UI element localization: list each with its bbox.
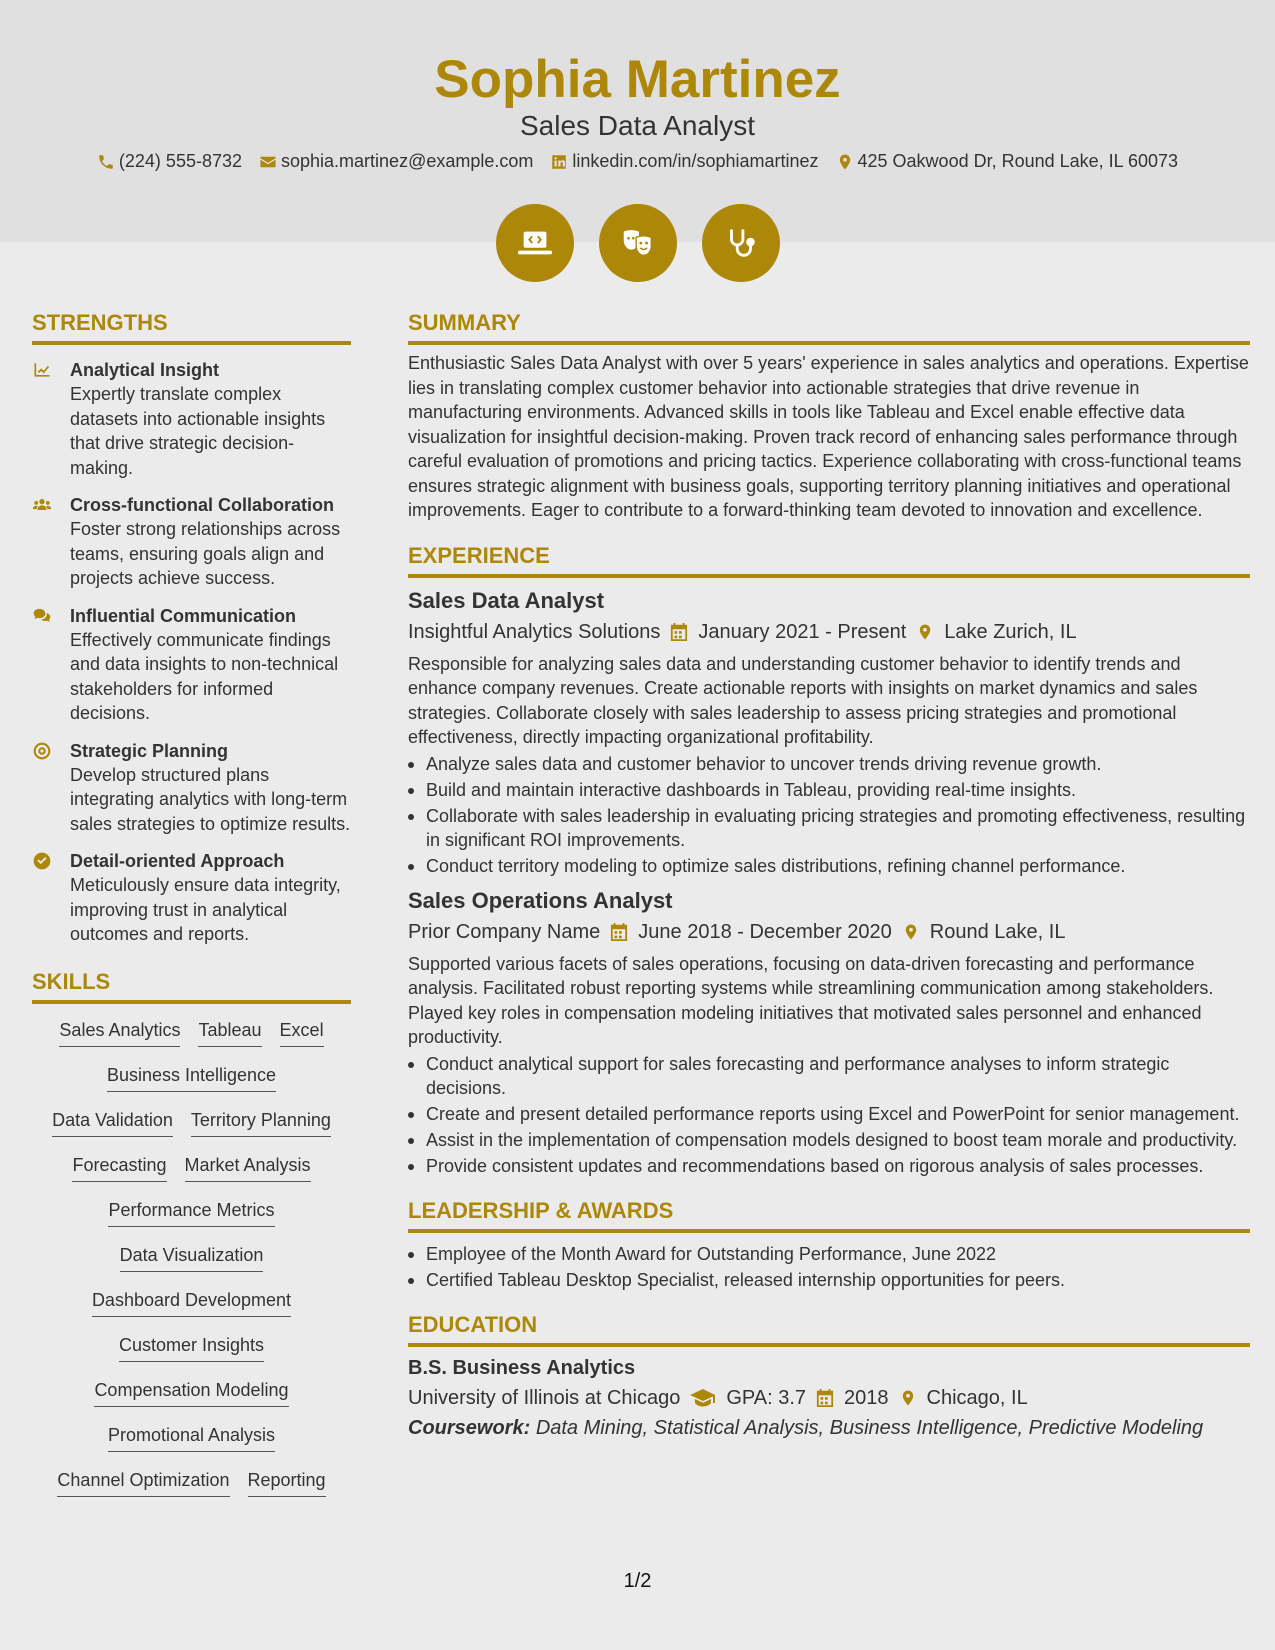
skill-tag: Sales Analytics [59, 1018, 180, 1047]
calendar-icon [610, 922, 628, 942]
list-item: Analyze sales data and customer behavior to uncover trends driving revenue growth. [408, 752, 1250, 776]
page-number: 1/2 [623, 1570, 652, 1592]
candidate-name: Sophia Martinez [434, 50, 841, 109]
leadership-heading: LEADERSHIP & AWARDS [408, 1196, 1250, 1233]
job-bullets [408, 752, 1250, 878]
strength-item [32, 358, 351, 480]
strength-title: Detail-oriented Approach [70, 851, 285, 871]
strength-desc: Develop structured plans integrating analytics with long-term sales strategies to optimize results. [70, 764, 351, 834]
job-company: Insightful Analytics Solutions [408, 620, 661, 643]
job-dates: June 2018 - December 2020 [638, 920, 892, 943]
education-school: University of Illinois at Chicago [408, 1386, 681, 1409]
education-heading: EDUCATION [408, 1310, 1250, 1347]
users-icon [32, 495, 52, 515]
skill-row [32, 1243, 351, 1288]
strength-title: Strategic Planning [70, 740, 229, 761]
leadership-list [408, 1242, 1250, 1292]
skill-tag: Market Analysis [185, 1153, 311, 1182]
skill-row [32, 1333, 351, 1378]
theater-masks-icon [599, 204, 677, 282]
calendar-icon [670, 622, 688, 642]
skills-list [32, 1018, 351, 1513]
contact-email[interactable] [259, 151, 533, 172]
skill-row [32, 1153, 351, 1198]
strength-desc: Expertly translate complex datasets into actionable insights that drive strategic decision-making. [70, 384, 326, 478]
skill-tag: Excel [280, 1018, 324, 1047]
bullseye-icon [32, 741, 52, 761]
strength-desc: Meticulously ensure data integrity, improving trust in analytical outcomes and reports. [70, 875, 341, 944]
job-bullets [408, 1052, 1250, 1178]
strength-desc: Foster strong relationships across teams, ensuring goals align and projects achieve success. [70, 519, 341, 588]
skill-tag: Performance Metrics [108, 1198, 274, 1227]
education-gpa: GPA: 3.7 [726, 1386, 807, 1409]
skill-tag: Territory Planning [191, 1108, 331, 1137]
experience-section [408, 541, 1250, 1178]
left-column [32, 308, 351, 1513]
list-item: Conduct territory modeling to optimize sales distributions, refining channel performance. [408, 854, 1250, 878]
contact-linkedin[interactable] [550, 151, 818, 172]
address-text: 425 Oakwood Dr, Round Lake, IL 60073 [857, 151, 1179, 171]
map-marker-icon [902, 922, 920, 942]
right-column [408, 308, 1250, 1443]
skill-row [32, 1468, 351, 1513]
contact-phone[interactable] [97, 151, 242, 172]
map-marker-icon [899, 1388, 917, 1408]
list-item: Build and maintain interactive dashboards in Tableau, providing real-time insights. [408, 778, 1250, 802]
job-description: Supported various facets of sales operations, focusing on data-driven forecasting and performance analysis. Facilitated robust reporting systems while streamlining communication among stakeholders. Played key roles in compensation modeling initiatives that motivated sales personnel and enhanced productivity. [408, 953, 1214, 1047]
skill-tag: Customer Insights [119, 1333, 264, 1362]
leadership-section [408, 1196, 1250, 1292]
skill-tag: Dashboard Development [92, 1288, 291, 1317]
strength-title: Influential Communication [70, 605, 297, 626]
calendar-icon [816, 1388, 834, 1408]
job-title: Sales Operations Analyst [408, 887, 673, 913]
strength-desc: Effectively communicate findings and data insights to non-technical stakeholders for informed decisions. [70, 629, 339, 723]
list-item: Certified Tableau Desktop Specialist, released internship opportunities for peers. [408, 1268, 1250, 1292]
skill-tag: Reporting [248, 1468, 326, 1497]
list-item: Conduct analytical support for sales forecasting and performance analyses to inform strategic decisions. [408, 1052, 1250, 1100]
education-year: 2018 [844, 1386, 889, 1409]
strength-item [32, 604, 351, 726]
candidate-title: Sales Data Analyst [519, 110, 756, 141]
contact-address [836, 151, 1179, 172]
skills-heading: SKILLS [32, 967, 351, 1004]
job-entry [408, 586, 1250, 878]
strength-item [32, 739, 351, 837]
job-description: Responsible for analyzing sales data and understanding customer behavior to identify trends and enhance company revenues. Create actionable reports with insights on market dynamics and sales strategies. Collaborate closely with sales leadership to assess pricing strategies and promotional effectiveness, directly impacting organizational profitability. [408, 653, 1198, 747]
strengths-heading: STRENGTHS [32, 308, 351, 345]
skill-tag: Compensation Modeling [94, 1378, 288, 1407]
job-meta [408, 917, 1250, 947]
skill-tag: Forecasting [72, 1153, 166, 1182]
education-section [408, 1310, 1250, 1443]
strength-title: Analytical Insight [70, 360, 220, 380]
job-location: Lake Zurich, IL [944, 620, 1077, 643]
check-circle-icon [32, 851, 52, 871]
list-item: Provide consistent updates and recommendations based on rigorous analysis of sales processes. [408, 1154, 1250, 1178]
stethoscope-icon [702, 204, 780, 282]
skill-row [32, 1018, 351, 1063]
linkedin-text: linkedin.com/in/sophiamartinez [572, 151, 819, 171]
list-item: Assist in the implementation of compensation models designed to boost team morale and productivity. [408, 1128, 1250, 1152]
skill-tag: Channel Optimization [57, 1468, 229, 1497]
linkedin-icon [550, 153, 568, 171]
coursework-text: Data Mining, Statistical Analysis, Business Intelligence, Predictive Modeling [535, 1416, 1204, 1439]
education-meta [408, 1383, 1250, 1413]
skill-tag: Data Validation [52, 1108, 173, 1137]
job-title: Sales Data Analyst [408, 587, 605, 613]
list-item: Create and present detailed performance reports using Excel and PowerPoint for senior management. [408, 1102, 1250, 1126]
education-coursework [408, 1413, 1250, 1443]
strength-title: Cross-functional Collaboration [70, 495, 335, 515]
skill-tag: Business Intelligence [107, 1063, 276, 1092]
laptop-code-icon [496, 204, 574, 282]
skill-tag: Tableau [198, 1018, 261, 1047]
contact-row [0, 151, 1275, 172]
skill-tag: Promotional Analysis [108, 1423, 275, 1452]
chart-line-icon [32, 360, 52, 380]
education-degree: B.S. Business Analytics [408, 1356, 636, 1379]
skill-tag: Data Visualization [120, 1243, 264, 1272]
job-location: Round Lake, IL [929, 920, 1066, 943]
job-meta [408, 617, 1250, 647]
skill-row [32, 1288, 351, 1333]
graduation-cap-icon [690, 1388, 716, 1408]
experience-heading: EXPERIENCE [408, 541, 1250, 578]
skill-row [32, 1198, 351, 1243]
list-item: Employee of the Month Award for Outstanding Performance, June 2022 [408, 1242, 1250, 1266]
email-text: sophia.martinez@example.com [281, 151, 534, 171]
job-dates: January 2021 - Present [698, 620, 907, 643]
skill-row [32, 1423, 351, 1468]
skill-row [32, 1063, 351, 1108]
education-location: Chicago, IL [926, 1386, 1028, 1409]
hobby-icons [0, 204, 1275, 282]
skill-row [32, 1378, 351, 1423]
job-entry [408, 886, 1250, 1178]
summary-heading: SUMMARY [408, 308, 1250, 345]
job-company: Prior Company Name [408, 920, 601, 943]
map-marker-icon [916, 622, 934, 642]
coursework-label: Coursework: [408, 1416, 531, 1439]
comments-icon [32, 606, 52, 626]
list-item: Collaborate with sales leadership in evaluating pricing strategies and promoting effectiveness, resulting in significant ROI improvements. [408, 804, 1250, 852]
skill-row [32, 1108, 351, 1153]
strength-item [32, 493, 351, 591]
phone-icon [97, 153, 115, 171]
map-marker-icon [836, 153, 854, 171]
envelope-icon [259, 153, 277, 171]
phone-text: (224) 555-8732 [118, 151, 242, 171]
summary-text: Enthusiastic Sales Data Analyst with over 5 years' experience in sales analytics and operations. Expertise lies in translating complex customer behavior into actionable strategies that drive revenue in manufacturing environments. Advanced skills in tools like Tableau and Excel enable effective data visualization for insightful decision-making. Proven track record of enhancing sales performance through careful evaluation of promotions and pricing tactics. Experience collaborating with cross-functional teams ensures strategic alignment with business goals, supporting territory planning initiatives and operational improvements. Eager to contribute to a forward-thinking team devoted to innovation and excellence. [408, 353, 1249, 520]
strength-item [32, 849, 351, 947]
